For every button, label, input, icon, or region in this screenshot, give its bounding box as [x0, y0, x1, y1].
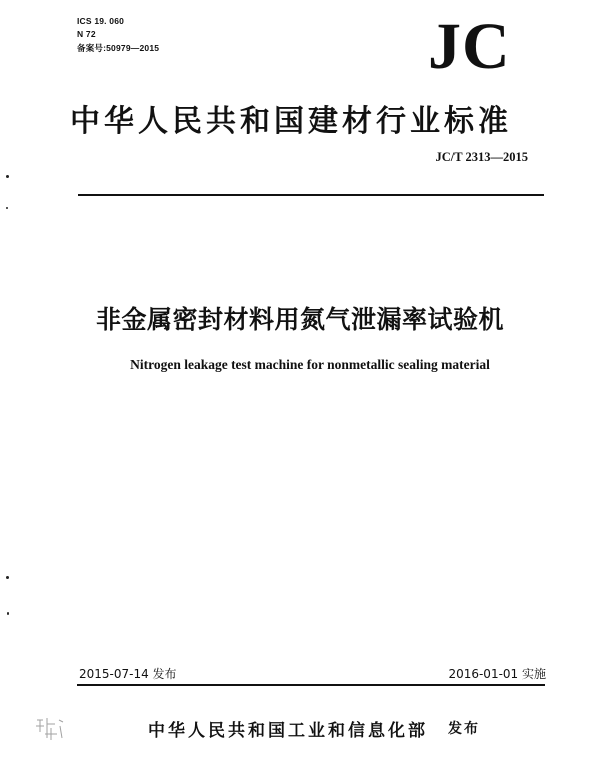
issue-date: 2015-07-14 发布 — [79, 667, 177, 681]
filing-number: 备案号:50979—2015 — [77, 43, 160, 53]
publisher-name: 中华人民共和国工业和信息化部 — [148, 721, 428, 741]
ccs-code: N 72 — [77, 29, 96, 39]
implementation-date: 2016-01-01 实施 — [448, 667, 546, 681]
scan-stamp-mark — [33, 712, 67, 746]
scan-speck — [6, 207, 8, 209]
standard-number: JC/T 2313—2015 — [435, 150, 528, 164]
jc-logo: JC — [428, 10, 511, 83]
publish-label: 发布 — [448, 721, 480, 737]
scan-speck — [6, 175, 9, 178]
standard-category-title: 中华人民共和国建材行业标准 — [70, 104, 512, 139]
document-title-english: Nitrogen leakage test machine for nonmetallic sealing material — [130, 357, 490, 372]
footer-divider — [77, 684, 545, 686]
header-divider — [78, 194, 544, 196]
document-title-chinese: 非金属密封材料用氮气泄漏率试验机 — [95, 305, 504, 334]
scan-speck — [7, 612, 9, 615]
scan-speck — [6, 576, 9, 579]
ics-code: ICS 19. 060 — [77, 16, 125, 26]
